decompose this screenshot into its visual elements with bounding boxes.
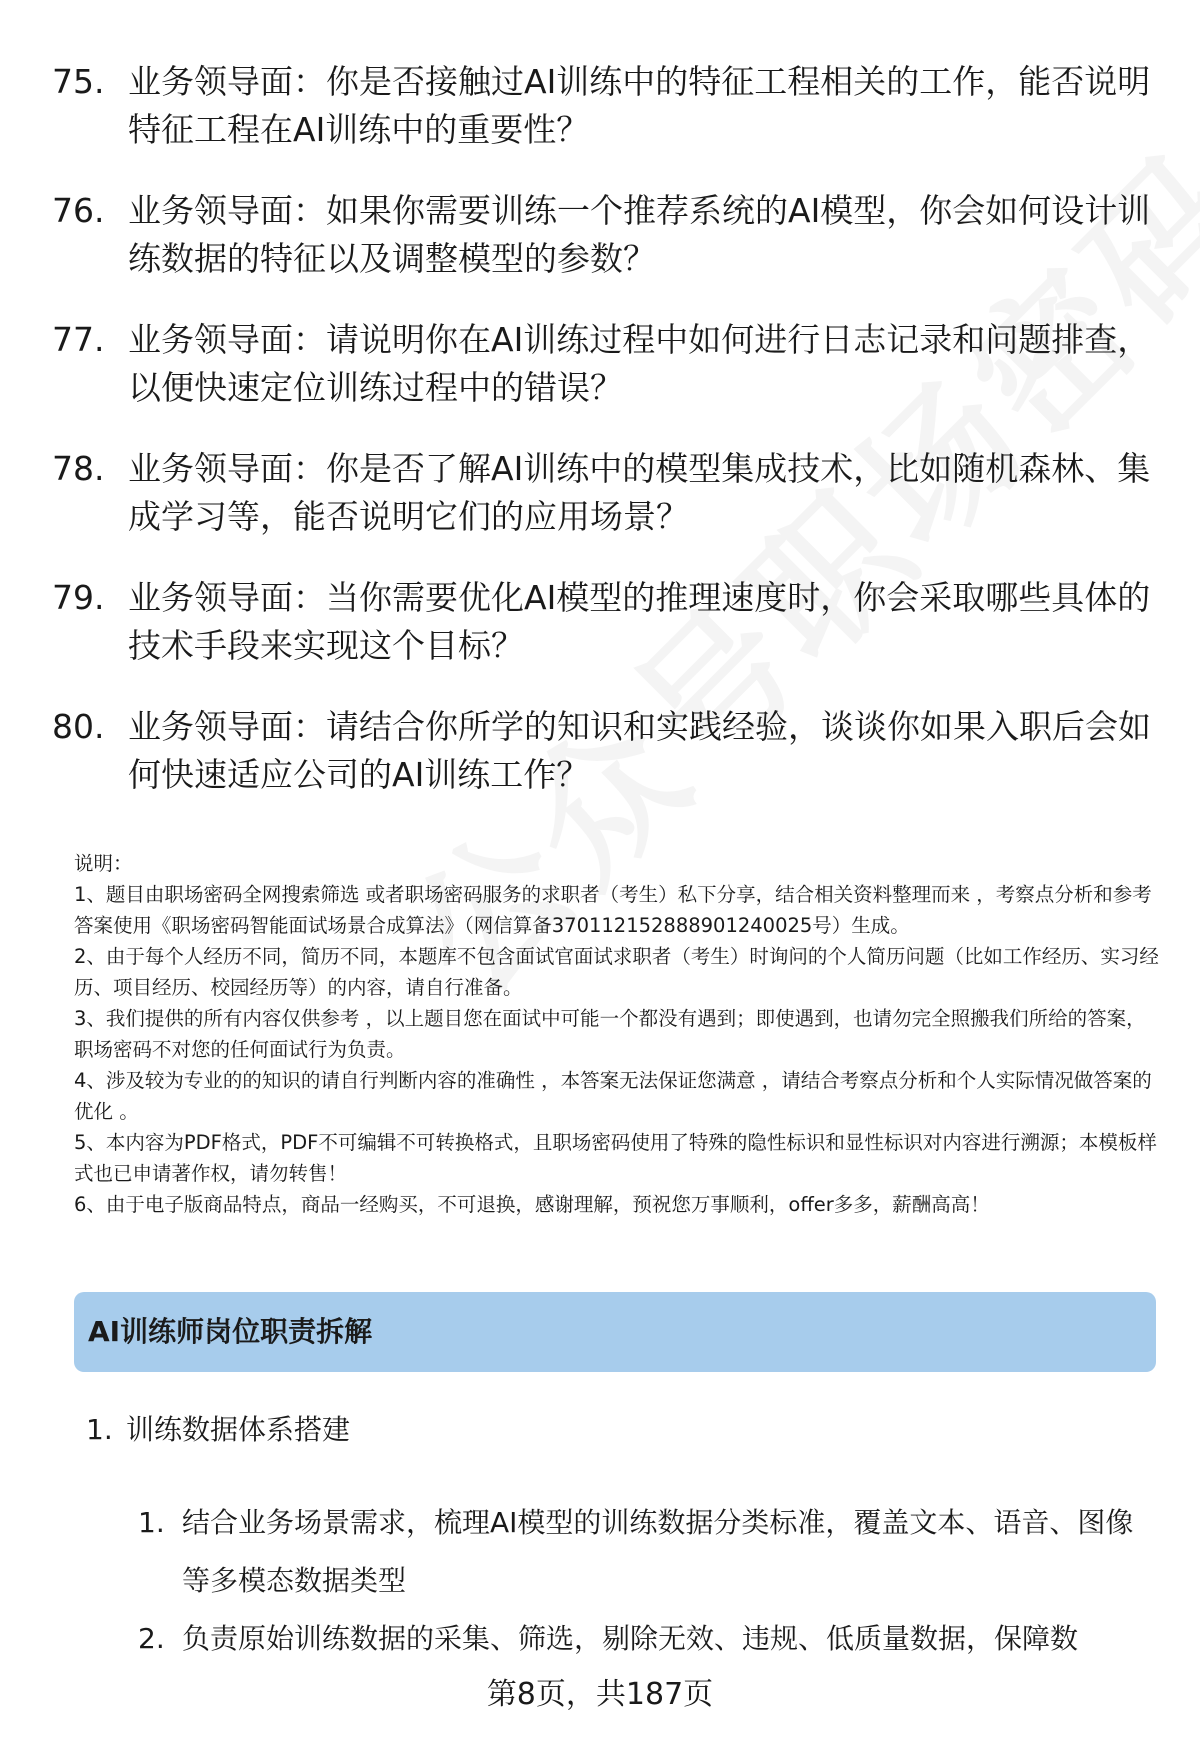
note-item: 4、涉及较为专业的的知识的请自行判断内容的准确性 ，本答案无法保证您满意 ，请结合考察点分析和个人实际情况做答案的优化 。: [74, 1069, 1152, 1123]
note-item: 5、本内容为PDF格式，PDF不可编辑不可转换格式，且职场密码使用了特殊的隐性标识和显性标识对内容进行溯源；本模板样式也已申请著作权，请勿转售！: [74, 1131, 1157, 1185]
question-list: [52, 58, 1162, 832]
question-text: 业务领导面：当你需要优化AI模型的推理速度时，你会采取哪些具体的技术手段来实现这个目标？: [128, 578, 1151, 665]
question-text: 业务领导面：你是否接触过AI训练中的特征工程相关的工作，能否说明特征工程在AI训练中的重要性？: [128, 62, 1151, 149]
question-item: [52, 574, 1162, 670]
disclaimer-notes: [74, 848, 1164, 1220]
question-text: 业务领导面：请说明你在AI训练过程中如何进行日志记录和问题排查，以便快速定位训练过程中的错误？: [128, 320, 1151, 407]
question-item: [52, 187, 1162, 283]
question-item: [52, 58, 1162, 154]
notes-heading: 说明：: [74, 852, 133, 875]
note-item: 3、我们提供的所有内容仅供参考 ，以上题目您在面试中可能一个都没有遇到；即使遇到，也请勿完全照搬我们所给的答案，职场密码不对您的任何面试行为负责。: [74, 1007, 1146, 1061]
question-item: [52, 703, 1162, 799]
question-number: 79.: [52, 578, 105, 617]
outline-subitem: [138, 1494, 1158, 1610]
question-item: [52, 445, 1162, 541]
note-item: 1、题目由职场密码全网搜索筛选 或者职场密码服务的求职者（考生）私下分享，结合相关资料整理而来 ，考察点分析和参考答案使用《职场密码智能面试场景合成算法》（网信算备370112152888901240025号）生成。: [74, 883, 1152, 937]
subitem-number: 2.: [138, 1622, 165, 1655]
question-number: 77.: [52, 320, 105, 359]
outline-text: 训练数据体系搭建: [126, 1413, 351, 1446]
question-number: 78.: [52, 449, 105, 488]
note-item: 2、由于每个人经历不同，简历不同，本题库不包含面试官面试求职者（考生）时询问的个人简历问题（比如工作经历、实习经历、项目经历、校园经历等）的内容，请自行准备。: [74, 945, 1159, 999]
question-number: 76.: [52, 191, 105, 230]
subitem-text: 负责原始训练数据的采集、筛选，剔除无效、违规、低质量数据，保障数: [182, 1622, 1079, 1655]
section-header: [74, 1292, 1156, 1372]
subitem-number: 1.: [138, 1506, 165, 1539]
note-item: 6、由于电子版商品特点，商品一经购买，不可退换，感谢理解，预祝您万事顺利，offer多多，薪酬高高！: [74, 1193, 990, 1216]
outline-subitem: [138, 1610, 1158, 1668]
question-text: 业务领导面：如果你需要训练一个推荐系统的AI模型，你会如何设计训练数据的特征以及调整模型的参数？: [128, 191, 1151, 278]
question-number: 80.: [52, 707, 105, 746]
question-item: [52, 316, 1162, 412]
question-number: 75.: [52, 62, 105, 101]
subitem-text: 结合业务场景需求，梳理AI模型的训练数据分类标准，覆盖文本、语音、图像等多模态数据类型: [182, 1506, 1134, 1597]
question-text: 业务领导面：请结合你所学的知识和实践经验，谈谈你如果入职后会如何快速适应公司的AI训练工作？: [128, 707, 1151, 794]
outline-number: 1.: [86, 1413, 113, 1446]
section-title: AI训练师岗位职责拆解: [88, 1315, 373, 1348]
question-text: 业务领导面：你是否了解AI训练中的模型集成技术，比如随机森林、集成学习等，能否说明它们的应用场景？: [128, 449, 1151, 536]
page-number: 第8页，共187页: [486, 1677, 714, 1712]
outline-item: [86, 1408, 350, 1452]
